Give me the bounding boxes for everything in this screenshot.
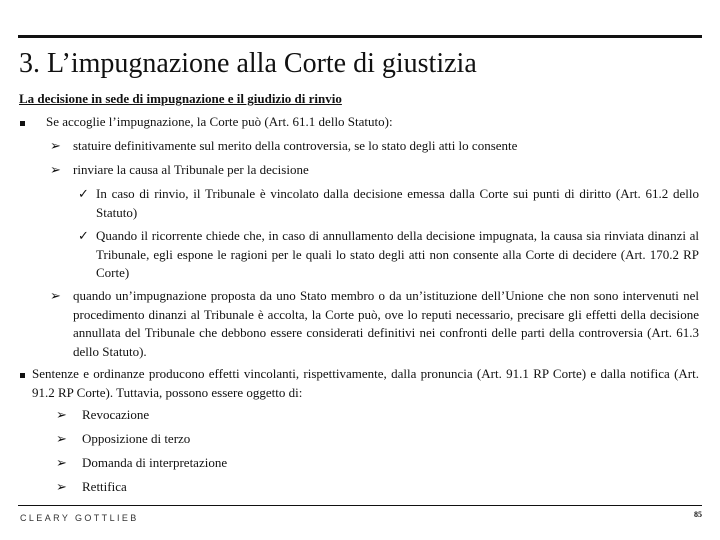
footer-logo: CLEARY GOTTLIEB: [20, 513, 139, 523]
option-item: Rettifica: [82, 479, 127, 494]
arrow-bullet-icon: ➢: [50, 288, 61, 303]
list-item: statuire definitivamente sul merito della controversia, se lo stato degli atti lo consente: [73, 138, 518, 153]
check-bullet-icon: ✓: [78, 186, 89, 201]
page-number: 85: [694, 510, 702, 519]
arrow-bullet-icon: ➢: [50, 162, 61, 177]
arrow-bullet-icon: ➢: [56, 455, 67, 470]
sub-list-item: In caso di rinvio, il Tribunale è vincolato dalla decisione emessa dalla Corte sui punti di diritto (Art. 61.2 dello Statuto): [96, 186, 699, 220]
slide-title: 3. L’impugnazione alla Corte di giustizia: [19, 48, 477, 79]
arrow-bullet-icon: ➢: [56, 479, 67, 494]
arrow-bullet-icon: ➢: [50, 138, 61, 153]
option-item: Revocazione: [82, 407, 150, 422]
option-item: Domanda di interpretazione: [82, 455, 228, 470]
list-item: quando un’impugnazione proposta da uno Stato membro o da un’istituzione dell’Unione che non sono intervenuti nel procedimento dinanzi al Tribunale è accolta, la Corte può, ove lo reputi necessario, precisare gli effetti della decisione annullata del Tribunale che debbono essere considerati definitivi nei confronti delle parti della controversia (Art. 61.3 dello Statuto).: [73, 288, 699, 359]
section-text: Sentenze e ordinanze producono effetti vincolanti, rispettivamente, dalla pronuncia (Art. 91.1 RP Corte) e dalla notifica (Art. 91.2 RP Corte). Tuttavia, possono essere oggetto di:: [32, 366, 699, 400]
list-item: rinviare la causa al Tribunale per la decisione: [73, 162, 309, 177]
section-subheading: La decisione in sede di impugnazione e il giudizio di rinvio: [19, 91, 342, 106]
arrow-bullet-icon: ➢: [56, 407, 67, 422]
top-rule: [18, 35, 702, 38]
option-item: Opposizione di terzo: [82, 431, 191, 446]
square-bullet-icon: [20, 121, 25, 126]
intro-text: Se accoglie l’impugnazione, la Corte può (Art. 61.1 dello Statuto):: [46, 114, 393, 129]
square-bullet-icon: [20, 373, 25, 378]
arrow-bullet-icon: ➢: [56, 431, 67, 446]
sub-list-item: Quando il ricorrente chiede che, in caso di annullamento della decisione impugnata, la causa sia rinviata dinanzi al Tribunale, egli espone le ragioni per le quali lo stato degli atti non consente alla Corte di decidere (Art. 170.2 RP Corte): [96, 228, 699, 280]
check-bullet-icon: ✓: [78, 228, 89, 243]
bottom-rule: [18, 505, 702, 506]
